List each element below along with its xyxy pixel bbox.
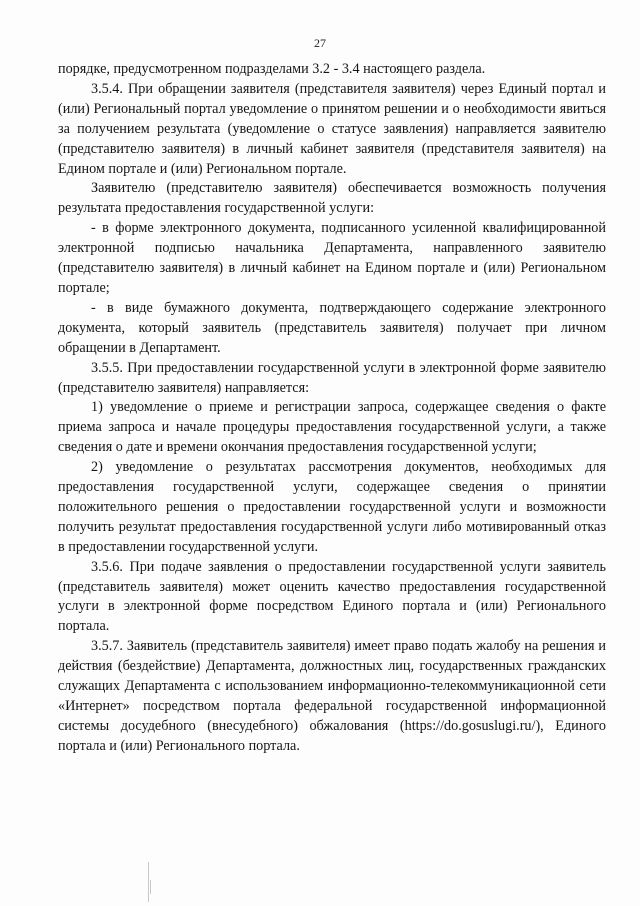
list-item-paper-document: - в виде бумажного документа, подтверждающего содержание электронного документа, который заявитель (представитель заявителя) получает при личном обращении в Департамент. bbox=[58, 299, 606, 356]
page-number: 27 bbox=[314, 36, 326, 50]
list-item-notification-receipt: 1) уведомление о приеме и регистрации запроса, содержащее сведения о факте приема запроса и начале процедуры предоставления государственной услуги, а также сведения о дате и времени окончания предоставления государственной услуги; bbox=[58, 399, 606, 456]
paragraph-continuation: порядке, предусмотренном подразделами 3.2 - 3.4 настоящего раздела. bbox=[58, 61, 486, 77]
list-item-notification-results: 2) уведомление о результатах рассмотрения документов, необходимых для предоставления государственной услуги, содержащее сведения о принятии положительного решения о предоставлении государственной услуги и возможности получить результат предоставления государственной услуги либо мотивированный отказ в предоставлении государственной услуги. bbox=[58, 459, 606, 555]
paragraph-result-options-intro: Заявителю (представителю заявителя) обеспечивается возможность получения результата предоставления государственной услуги: bbox=[58, 180, 606, 217]
document-body bbox=[58, 60, 606, 757]
list-item-electronic-document: - в форме электронного документа, подписанного усиленной квалифицированной электронной подписью начальника Департамента, направленного заявителю (представителю заявителя) в личный кабинет на Едином портале и (или) Региональном портале; bbox=[58, 220, 606, 296]
paragraph-3-5-6: 3.5.6. При подаче заявления о предоставлении государственной услуги заявитель (представитель заявителя) может оценить качество предоставления государственной услуги в электронной форме посредством Единого портала и (или) Регионального портала. bbox=[58, 558, 606, 635]
paragraph-3-5-4: 3.5.4. При обращении заявителя (представителя заявителя) через Единый портал и (или) Региональный портал уведомление о принятом решении и о необходимости явиться за получением результата (уведомление о статусе заявления) направляется заявителю (представителю заявителя) в личный кабинет заявителя (представителя заявителя) на Едином портале и (или) Региональном портале. bbox=[58, 80, 606, 177]
paragraph-3-5-5: 3.5.5. При предоставлении государственной услуги в электронной форме заявителю (представителю заявителя) направляется: bbox=[58, 359, 606, 396]
scan-artifact bbox=[150, 880, 151, 894]
paragraph-3-5-7: 3.5.7. Заявитель (представитель заявителя) имеет право подать жалобу на решения и действия (бездействие) Департамента, должностных лиц, государственных гражданских служащих Департамента с использованием информационно-телекоммуникационной сети «Интернет» посредством портала федеральной государственной информационной системы досудебного (внесудебного) обжалования (https://do.gosuslugi.ru/), Единого портала и (или) Регионального портала. bbox=[58, 638, 606, 754]
scan-artifact bbox=[148, 862, 149, 902]
